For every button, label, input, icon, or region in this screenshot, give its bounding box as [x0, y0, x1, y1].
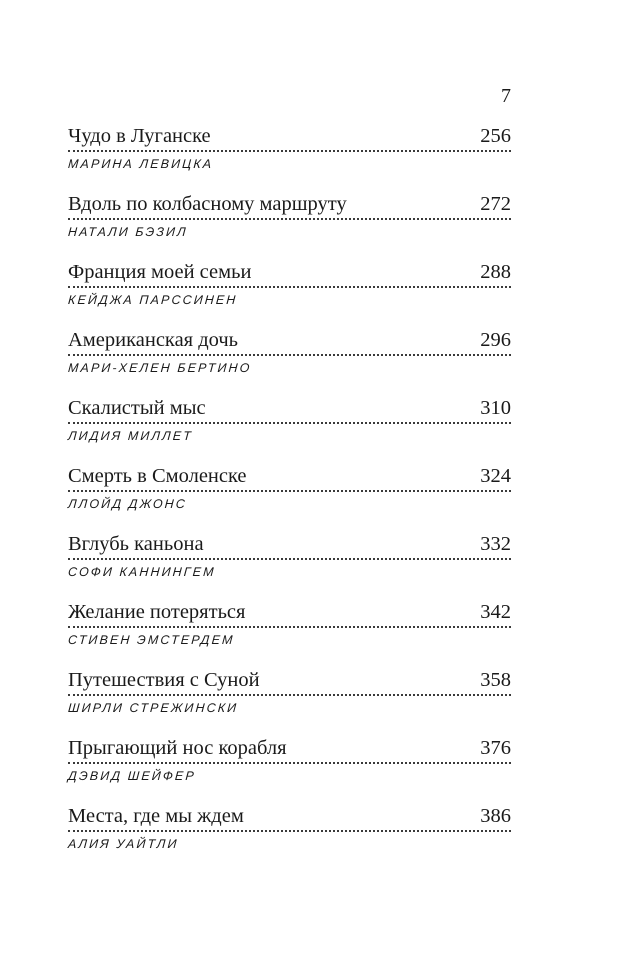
toc-entry-title: Прыгающий нос корабля [68, 736, 287, 759]
toc-entry[interactable] [68, 599, 511, 667]
toc-entry-author: МАРИ-ХЕЛЕН БЕРТИНО [67, 361, 253, 375]
toc-entry-page: 386 [480, 804, 511, 827]
toc-entry-title: Чудо в Луганске [68, 124, 211, 147]
toc-entry-page: 332 [480, 532, 511, 555]
table-of-contents [68, 123, 511, 871]
toc-entry-author: АЛИЯ УАЙТЛИ [67, 837, 180, 851]
toc-entry-heading [68, 803, 511, 832]
toc-entry-title: Американская дочь [68, 328, 239, 351]
toc-entry-author: СТИВЕН ЭМСТЕРДЕМ [67, 633, 236, 647]
toc-entry-author: СОФИ КАННИНГЕМ [67, 565, 217, 579]
toc-entry-page: 288 [480, 260, 511, 283]
toc-entry[interactable] [68, 327, 511, 395]
toc-entry[interactable] [68, 735, 511, 803]
toc-entry-page: 310 [480, 396, 511, 419]
toc-entry-title: Смерть в Смоленске [68, 464, 247, 487]
toc-entry-title: Вглубь каньона [68, 532, 204, 555]
toc-entry-author: МАРИНА ЛЕВИЦКА [67, 157, 214, 171]
toc-entry-page: 342 [480, 600, 511, 623]
toc-entry-page: 358 [480, 668, 511, 691]
toc-entry-heading [68, 327, 511, 356]
toc-entry-author: ЛИДИЯ МИЛЛЕТ [67, 429, 194, 443]
toc-entry-heading [68, 123, 511, 152]
toc-entry-title: Вдоль по колбасному маршруту [68, 192, 347, 215]
toc-entry-heading [68, 735, 511, 764]
toc-entry-author: ШИРЛИ СТРЕЖИНСКИ [67, 701, 239, 715]
toc-entry-heading [68, 599, 511, 628]
toc-entry[interactable] [68, 667, 511, 735]
toc-entry-page: 272 [480, 192, 511, 215]
toc-entry-page: 296 [480, 328, 511, 351]
toc-entry[interactable] [68, 123, 511, 191]
page-number: 7 [501, 85, 511, 107]
toc-entry-heading [68, 667, 511, 696]
toc-entry-title: Скалистый мыс [68, 396, 206, 419]
toc-entry-heading [68, 259, 511, 288]
toc-entry-page: 376 [480, 736, 511, 759]
toc-entry-author: ДЭВИД ШЕЙФЕР [67, 769, 197, 783]
toc-entry-title: Франция моей семьи [68, 260, 252, 283]
toc-entry-title: Места, где мы ждем [68, 804, 244, 827]
toc-entry[interactable] [68, 463, 511, 531]
toc-entry[interactable] [68, 395, 511, 463]
toc-entry-title: Путешествия с Суной [68, 668, 260, 691]
toc-entry-author: НАТАЛИ БЭЗИЛ [67, 225, 189, 239]
toc-entry-heading [68, 191, 511, 220]
toc-entry[interactable] [68, 191, 511, 259]
toc-entry-author: ЛЛОЙД ДЖОНС [67, 497, 188, 511]
toc-entry-heading [68, 463, 511, 492]
toc-entry-author: КЕЙДЖА ПАРССИНЕН [67, 293, 238, 307]
toc-entry-page: 324 [480, 464, 511, 487]
toc-entry[interactable] [68, 803, 511, 871]
toc-entry-title: Желание потеряться [68, 600, 246, 623]
toc-entry-heading [68, 531, 511, 560]
toc-entry[interactable] [68, 259, 511, 327]
toc-entry[interactable] [68, 531, 511, 599]
toc-entry-page: 256 [480, 124, 511, 147]
toc-entry-heading [68, 395, 511, 424]
